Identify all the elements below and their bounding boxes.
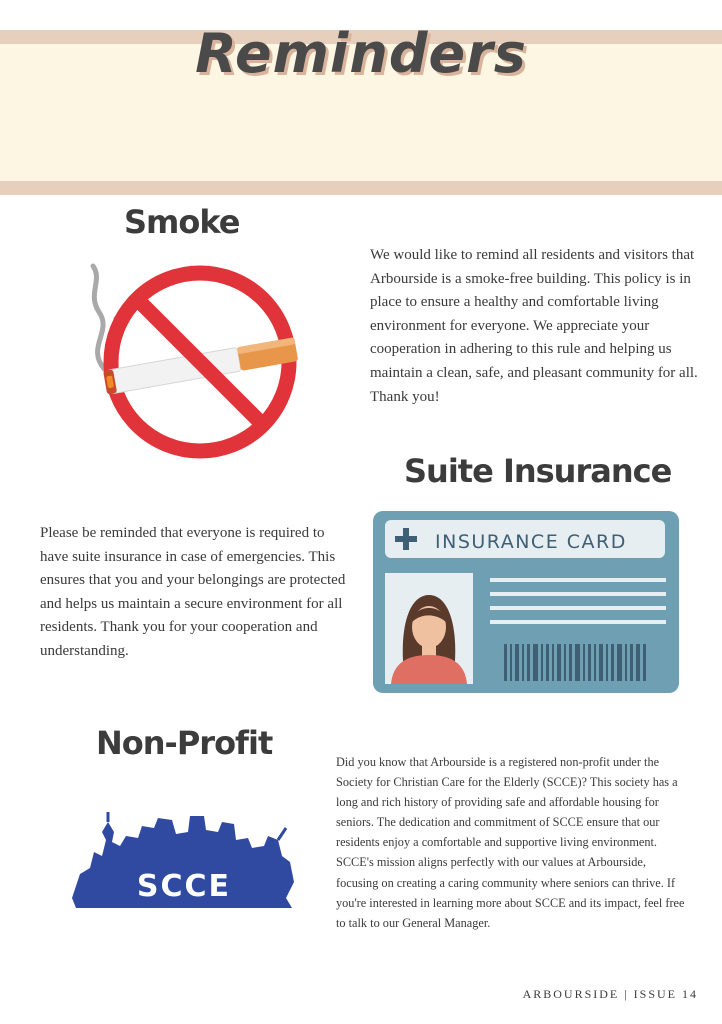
nonprofit-heading: Non-Profit	[96, 724, 273, 762]
nonprofit-paragraph: Did you know that Arbourside is a registered non-profit under the Society for Christian Care for the Elderly (SCCE)? This society has a long and rich history of providing safe and affordable housing for seniors. The dedication and commitment of SCCE ensure that our residents enjoy a comfortable and supportive living environment. SCCE's mission aligns perfectly with our values at Arbourside, focusing on creating a caring community where seniors can thrive. If you're interested in learning more about SCCE and its impact, feel free to talk to our General Manager.	[336, 755, 685, 930]
insurance-card-icon	[373, 511, 679, 693]
insurance-heading: Suite Insurance	[404, 452, 672, 490]
footer-issue: ARBOURSIDE | ISSUE 14	[522, 987, 698, 1001]
insurance-paragraph: Please be reminded that everyone is required to have suite insurance in case of emergencies. This ensures that you and your belongings are protected and helps us maintain a secure environment for all residents. Thank you for your cooperation and understanding.	[40, 525, 346, 659]
scce-logo	[72, 812, 296, 912]
scce-logo-text: SCCE	[136, 869, 232, 904]
insurance-card-label: INSURANCE CARD	[435, 531, 627, 553]
page-title: Reminders	[195, 22, 527, 85]
no-smoking-icon	[75, 262, 305, 462]
smoke-paragraph: We would like to remind all residents and visitors that Arbourside is a smoke-free building. This policy is in place to ensure a healthy and comfortable living environment for everyone. We appreciate your cooperation in adhering to this rule and helping us maintain a clean, safe, and pleasant community for all. Thank you!	[370, 247, 698, 405]
smoke-heading: Smoke	[124, 203, 240, 241]
